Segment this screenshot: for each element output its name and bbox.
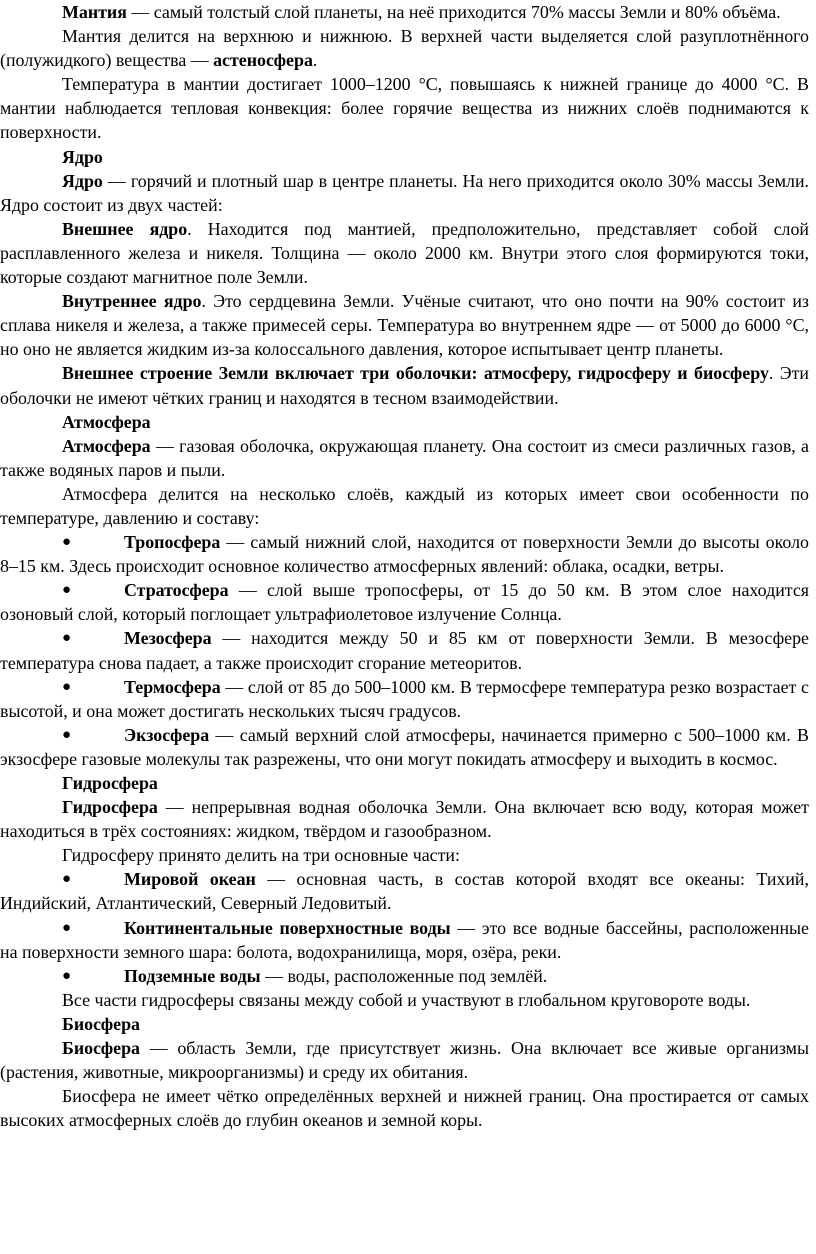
bullet-icon: ● xyxy=(62,967,72,984)
atmosphere-definition: Атмосфера — газовая оболочка, окружающая планету. Она состоит из смеси различных газов, а также водяных паров и пыли. xyxy=(0,435,809,480)
hydrosphere-parts-intro: Гидросферу принято делить на три основные части: xyxy=(62,845,460,866)
bullet-icon: ● xyxy=(62,630,72,647)
outer-shells: Внешнее строение Земли включает три оболочки: атмосферу, гидросферу и биосферу. Эти оболочки не имеют чётких границ и находятся в тесном взаимодействии. xyxy=(0,363,809,408)
biosphere-bounds: Биосфера не имеет чётко определённых верхней и нижней границ. Она простирается от самых высоких атмосферных слоёв до глубин океанов и земной коры. xyxy=(0,1086,809,1131)
bullet-icon: ● xyxy=(62,678,72,695)
core-definition: Ядро — горячий и плотный шар в центре планеты. На него приходится около 30% массы Земли. Ядро состоит из двух частей: xyxy=(0,170,809,215)
bullet-icon: ● xyxy=(62,919,72,936)
list-item: ● Экзосфера — самый верхний слой атмосферы, начинается примерно с 500–1000 км. В экзосфере газовые молекулы так разрежены, что они могут покидать атмосферу и выходить в космос. xyxy=(0,724,809,769)
list-item: ● Мировой океан — основная часть, в состав которой входят все океаны: Тихий, Индийский, Атлантический, Северный Ледовитый. xyxy=(0,869,809,914)
mantle-definition: Мантия — самый толстый слой планеты, на неё приходится 70% массы Земли и 80% объёма. xyxy=(62,2,781,22)
mantle-temperature: Температура в мантии достигает 1000–1200 °С, повышаясь к нижней границе до 4000 °С. В мантии наблюдается тепловая конвекция: более горячие вещества из нижних слоёв поднимаются к поверхности. xyxy=(0,74,809,143)
list-item: ● Континентальные поверхностные воды — это все водные бассейны, расположенные на поверхности земного шара: болота, водохранилища, моря, озёра, реки. xyxy=(0,917,809,962)
bullet-icon: ● xyxy=(62,582,72,599)
hydrosphere-cycle: Все части гидросферы связаны между собой и участвуют в глобальном круговороте воды. xyxy=(62,989,751,1010)
term-mantle: Мантия xyxy=(62,2,127,22)
list-item: ● Тропосфера — самый нижний слой, находится от поверхности Земли до высоты около 8–15 км. Здесь происходит основное количество атмосферных явлений: облака, осадки, ветры. xyxy=(0,532,809,577)
bullet-icon: ● xyxy=(62,534,72,551)
list-item: ● Стратосфера — слой выше тропосферы, от 15 до 50 км. В этом слое находится озоновый слой, который поглощает ультрафиолетовое излучение Солнца. xyxy=(0,580,809,625)
mantle-layers: Мантия делится на верхнюю и нижнюю. В верхней части выделяется слой разуплотнённого (полужидкого) вещества — астеносфера. xyxy=(0,26,809,71)
list-item: ● Подземные воды — воды, расположенные под землёй. xyxy=(0,964,809,988)
term-asthenosphere: астеносфера xyxy=(213,50,313,71)
bullet-icon: ● xyxy=(62,726,72,743)
list-item: ● Термосфера — слой от 85 до 500–1000 км. В термосфере температура резко возрастает с высотой, и она может достигать нескольких тысяч градусов. xyxy=(0,676,809,721)
biosphere-definition: Биосфера — область Земли, где присутствует жизнь. Она включает все живые организмы (растения, животные, микроорганизмы) и среду их обитания. xyxy=(0,1038,809,1083)
inner-core: Внутреннее ядро. Это сердцевина Земли. Учёные считают, что оно почти на 90% состоит из сплава никеля и железа, а также примесей серы. Температура во внутреннем ядре — от 5000 до 6000 °С, но оно не является жидким из-за колоссального давления, которое испытывает центр планеты. xyxy=(0,291,809,360)
heading-biosphere: Биосфера xyxy=(62,1013,141,1034)
heading-hydrosphere: Гидросфера xyxy=(62,773,158,793)
atmosphere-layers-intro: Атмосфера делится на несколько слоёв, каждый из которых имеет свои особенности по температуре, давлению и составу: xyxy=(0,483,809,528)
list-item: ● Мезосфера — находится между 50 и 85 км от поверхности Земли. В мезосфере температура снова падает, а также происходит сгорание метеоритов. xyxy=(0,628,809,673)
outer-core: Внешнее ядро. Находится под мантией, предположительно, представляет собой слой расплавленного железа и никеля. Толщина — около 2000 км. Внутри этого слоя формируются токи, которые создают магнитное поле Земли. xyxy=(0,218,810,288)
heading-atmosphere: Атмосфера xyxy=(62,411,151,432)
heading-core: Ядро xyxy=(62,146,103,167)
bullet-icon: ● xyxy=(62,871,72,888)
hydrosphere-definition: Гидросфера — непрерывная водная оболочка Земли. Она включает всю воду, которая может находиться в трёх состояниях: жидком, твёрдом и газообразном. xyxy=(0,797,809,842)
